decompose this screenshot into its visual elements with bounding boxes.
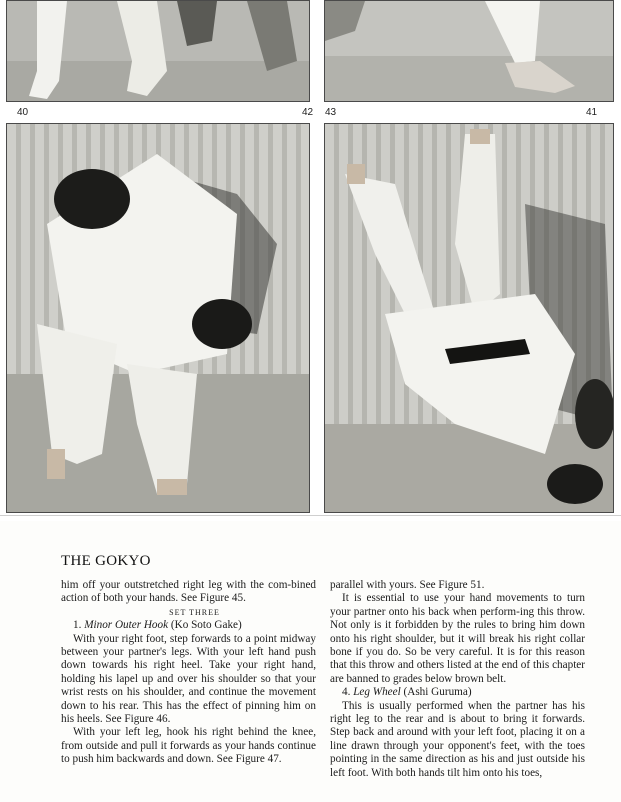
caption-figure-43: 43 <box>325 107 337 118</box>
right-para-2: It is essential to use your hand movements to turn your partner onto his back when perform-ing this throw. Not only is it forbidden by the rules to bring him down onto his right shoulder, but it will break his right collar bone if you do. So be very careful. It is for this reason that this throw and others listed at the end of this chapter are banned to grades below brown belt. <box>330 592 585 685</box>
item-name: Leg Wheel <box>353 686 401 699</box>
photo-figure-40 <box>6 0 310 102</box>
item-number: 4. <box>342 686 351 699</box>
item-number: 1. <box>73 619 82 632</box>
item-leg-wheel <box>330 686 585 699</box>
item-name: Minor Outer Hook <box>84 619 169 632</box>
photo-figure-42 <box>6 123 310 513</box>
caption-figure-41: 41 <box>586 107 598 118</box>
set-heading: SET THREE <box>169 607 220 617</box>
left-para-2: With your right foot, step forwards to a point midway between your partner's legs. With your left hand push down towards his right heel. Take your right hand, holding his lapel up and over his shoulder so that your wrist rests on his shoulder, and continue the movement down to his rear. This has the effect of pinning him on his heels. See Figure 46. <box>61 632 316 726</box>
photo-figure-41 <box>324 0 614 102</box>
item-minor-outer-hook <box>61 619 316 632</box>
right-para-3: This is usually performed when the partner has his right leg to the rear and is about to bring it forwards. Step back and around with your left foot, placing it on a line drawn through your opponent's feet, with the toes pointing in the same direction as his and just outside his left foot. With both hands tilt him onto his toes, <box>330 699 585 779</box>
right-para-1: parallel with yours. See Figure 51. <box>330 579 485 591</box>
caption-figure-42: 42 <box>302 107 314 118</box>
caption-figure-40: 40 <box>17 107 29 118</box>
item-japanese: (Ko Soto Gake) <box>170 619 242 632</box>
photo-figure-43 <box>324 123 614 513</box>
item-japanese: (Ashi Guruma) <box>403 686 472 699</box>
right-column <box>330 579 585 780</box>
left-para-3: With your left leg, hook his right behind the knee, from outside and pull it forwards as your hands continue to push him backwards and down. See Figure 47. <box>61 726 316 766</box>
page-title: THE GOKYO <box>61 553 151 569</box>
left-para-1: him off your outstretched right leg with the com-bined action of both your hands. See Figure 45. <box>61 579 316 605</box>
left-column <box>61 579 316 767</box>
